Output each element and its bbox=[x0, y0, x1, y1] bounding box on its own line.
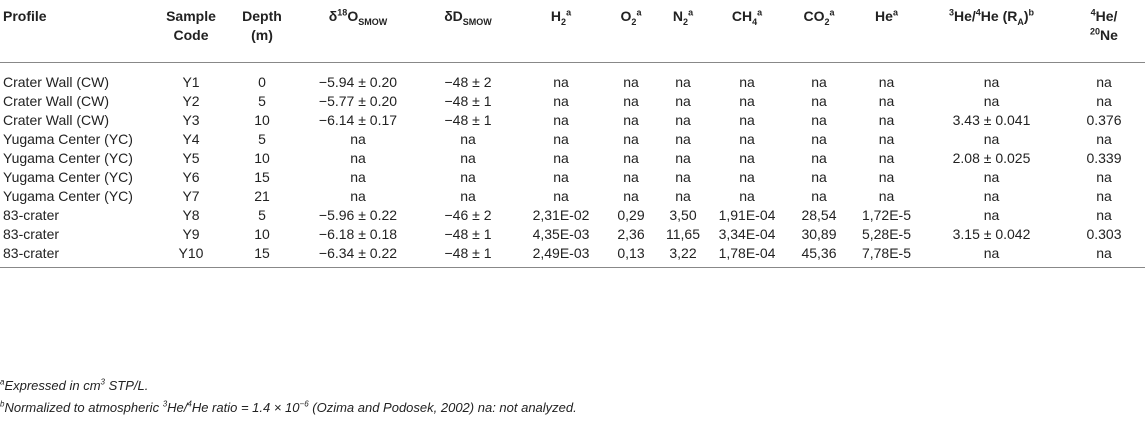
cell-ch4: na bbox=[739, 92, 755, 109]
cell-depth: 5 bbox=[258, 130, 266, 147]
cell-depth: 15 bbox=[254, 168, 270, 185]
cell-d18o: na bbox=[350, 149, 366, 166]
col-header-d18o: $\delta^{18}O_{SMOW}$ bbox=[297, 0, 419, 62]
cell-n2: na bbox=[675, 168, 691, 185]
cell-n2: na bbox=[675, 111, 691, 128]
cell-profile: Crater Wall (CW) bbox=[3, 73, 110, 90]
cell-ch4: na bbox=[739, 149, 755, 166]
cell-d18o: −6.34 ± 0.22 bbox=[297, 244, 419, 268]
table-row bbox=[0, 187, 1145, 206]
cell-he: na bbox=[878, 149, 895, 166]
col-header-he-ratio: $^3$He/$^4$He $(R_A)^b$ bbox=[920, 0, 1063, 62]
cell-he-ratio: na bbox=[983, 206, 1000, 223]
cell-o2: na bbox=[623, 187, 639, 204]
col-header-h2: $H_2^a$ bbox=[517, 0, 605, 62]
cell-depth: 10 bbox=[254, 225, 270, 242]
cell-o2: 0,13 bbox=[605, 244, 657, 268]
cell-dd: −48 ± 1 bbox=[444, 225, 492, 242]
cell-o2: na bbox=[623, 149, 639, 166]
cell-n2: na bbox=[675, 73, 691, 90]
table-row bbox=[0, 244, 1145, 268]
cell-d18o: −5.96 ± 0.22 bbox=[318, 206, 398, 223]
cell-he-ne: na bbox=[1063, 244, 1145, 268]
table-row bbox=[0, 206, 1145, 225]
cell-profile: Crater Wall (CW) bbox=[3, 111, 110, 128]
cell-he: 7,78E-5 bbox=[853, 244, 920, 268]
cell-profile: Yugama Center (YC) bbox=[3, 187, 133, 204]
cell-co2: na bbox=[811, 111, 827, 128]
footnote-a: $^a$Expressed in $cm^3$ STP/L. bbox=[0, 377, 149, 393]
cell-ch4: na bbox=[739, 111, 755, 128]
cell-sample-code: Y4 bbox=[182, 130, 200, 147]
cell-ch4: 1,78E-04 bbox=[709, 244, 785, 268]
col-header-o2: $O_2^a$ bbox=[605, 0, 657, 62]
table-row bbox=[0, 111, 1145, 130]
cell-he-ne: na bbox=[1096, 92, 1112, 109]
cell-profile: Yugama Center (YC) bbox=[3, 168, 133, 185]
cell-he-ratio: 2.08 ± 0.025 bbox=[952, 149, 1031, 166]
cell-d18o: −5.94 ± 0.20 bbox=[318, 73, 398, 90]
cell-sample-code: Y6 bbox=[182, 168, 200, 185]
cell-he-ratio: na bbox=[920, 244, 1063, 268]
cell-depth: 21 bbox=[254, 187, 270, 204]
cell-he: na bbox=[878, 187, 895, 204]
cell-he-ratio: 3.43 ± 0.041 bbox=[952, 111, 1031, 128]
col-header-he: He$^a$ bbox=[853, 0, 920, 62]
table-row bbox=[0, 92, 1145, 111]
cell-dd: −46 ± 2 bbox=[444, 206, 492, 223]
cell-co2: na bbox=[811, 149, 827, 166]
cell-depth: 10 bbox=[254, 149, 270, 166]
table-row bbox=[0, 225, 1145, 244]
cell-h2: na bbox=[553, 149, 569, 166]
header-row bbox=[0, 0, 1145, 62]
cell-h2: na bbox=[553, 187, 569, 204]
cell-co2: na bbox=[811, 73, 827, 90]
cell-dd: na bbox=[460, 168, 476, 185]
table-row bbox=[0, 62, 1145, 92]
cell-o2: na bbox=[623, 73, 639, 90]
cell-he-ratio: na bbox=[983, 130, 1000, 147]
cell-co2: na bbox=[811, 130, 827, 147]
cell-n2: na bbox=[675, 149, 691, 166]
cell-h2: na bbox=[553, 92, 569, 109]
cell-sample-code: Y9 bbox=[182, 225, 200, 242]
cell-dd: −48 ± 1 bbox=[444, 111, 492, 128]
cell-depth: 15 bbox=[227, 244, 297, 268]
cell-profile: Yugama Center (YC) bbox=[3, 149, 133, 166]
table-row bbox=[0, 130, 1145, 149]
cell-d18o: −5.77 ± 0.20 bbox=[318, 92, 398, 109]
cell-depth: 0 bbox=[258, 73, 266, 90]
cell-he-ne: na bbox=[1096, 187, 1112, 204]
cell-he: na bbox=[878, 73, 895, 90]
cell-n2: 11,65 bbox=[666, 225, 700, 242]
table-row bbox=[0, 149, 1145, 168]
cell-he: na bbox=[878, 130, 895, 147]
cell-d18o: na bbox=[350, 168, 366, 185]
cell-co2: 30,89 bbox=[801, 225, 837, 242]
cell-ch4: na bbox=[739, 130, 755, 147]
cell-o2: 0,29 bbox=[617, 206, 645, 223]
cell-co2: na bbox=[811, 92, 827, 109]
cell-he-ratio: 3.15 ± 0.042 bbox=[952, 225, 1031, 242]
cell-he-ratio: na bbox=[983, 73, 1000, 90]
cell-dd: −48 ± 1 bbox=[419, 244, 517, 268]
cell-he-ne: 0.303 bbox=[1086, 225, 1122, 242]
cell-sample-code: Y1 bbox=[182, 73, 200, 90]
cell-n2: 3,22 bbox=[657, 244, 709, 268]
col-header-depth: Depth (m) bbox=[227, 0, 297, 62]
footnote-b: $^b$Normalized to atmospheric $^3$He/$^4$He ratio = $1.4 \times 10^{-6}$ (Ozima and Podosek, 2002) na: not analyzed. bbox=[0, 399, 577, 415]
cell-d18o: na bbox=[350, 187, 366, 204]
cell-depth: 5 bbox=[258, 206, 266, 223]
col-header-n2: $N_2^a$ bbox=[657, 0, 709, 62]
cell-o2: na bbox=[623, 168, 639, 185]
cell-he: 1,72E-5 bbox=[861, 206, 912, 223]
cell-he: 5,28E-5 bbox=[861, 225, 912, 242]
cell-ch4: na bbox=[739, 187, 755, 204]
col-header-dd: $\delta D_{SMOW}$ bbox=[419, 0, 517, 62]
cell-co2: na bbox=[811, 187, 827, 204]
cell-o2: 2,36 bbox=[617, 225, 645, 242]
cell-he-ne: na bbox=[1096, 73, 1112, 90]
cell-h2: 2,31E-02 bbox=[532, 206, 590, 223]
cell-d18o: −6.14 ± 0.17 bbox=[318, 111, 398, 128]
cell-sample-code: Y8 bbox=[182, 206, 200, 223]
cell-he-ratio: na bbox=[983, 168, 1000, 185]
cell-dd: na bbox=[460, 149, 476, 166]
cell-he-ne: na bbox=[1096, 206, 1112, 223]
cell-profile: Crater Wall (CW) bbox=[3, 92, 110, 109]
cell-co2: 28,54 bbox=[801, 206, 837, 223]
cell-o2: na bbox=[623, 130, 639, 147]
cell-ch4: na bbox=[739, 168, 755, 185]
cell-h2: na bbox=[553, 130, 569, 147]
cell-d18o: −6.18 ± 0.18 bbox=[318, 225, 398, 242]
cell-dd: −48 ± 2 bbox=[444, 73, 492, 90]
cell-o2: na bbox=[623, 111, 639, 128]
col-header-co2: $CO_2^a$ bbox=[785, 0, 853, 62]
cell-sample-code: Y7 bbox=[182, 187, 200, 204]
cell-h2: 2,49E-03 bbox=[517, 244, 605, 268]
col-header-he-ne: $^4$He/ $^{20}$Ne bbox=[1063, 0, 1145, 62]
cell-profile: 83-crater bbox=[3, 206, 60, 223]
cell-n2: na bbox=[675, 187, 691, 204]
cell-h2: na bbox=[553, 168, 569, 185]
cell-dd: na bbox=[460, 130, 476, 147]
cell-dd: −48 ± 1 bbox=[444, 92, 492, 109]
cell-co2: 45,36 bbox=[785, 244, 853, 268]
cell-ch4: 3,34E-04 bbox=[718, 225, 776, 242]
cell-n2: na bbox=[675, 130, 691, 147]
cell-profile: 83-crater bbox=[3, 225, 60, 242]
cell-n2: 3,50 bbox=[669, 206, 697, 223]
cell-sample-code: Y2 bbox=[182, 92, 200, 109]
cell-ch4: na bbox=[739, 73, 755, 90]
col-header-profile: Profile bbox=[0, 0, 155, 62]
cell-depth: 5 bbox=[258, 92, 266, 109]
cell-profile: Yugama Center (YC) bbox=[3, 130, 133, 147]
cell-dd: na bbox=[460, 187, 476, 204]
cell-h2: na bbox=[553, 73, 569, 90]
cell-he-ne: na bbox=[1096, 130, 1112, 147]
cell-sample-code: Y3 bbox=[182, 111, 200, 128]
cell-he-ne: 0.376 bbox=[1086, 111, 1122, 128]
cell-sample-code: Y5 bbox=[182, 149, 200, 166]
cell-he-ratio: na bbox=[983, 92, 1000, 109]
cell-ch4: 1,91E-04 bbox=[718, 206, 776, 223]
col-header-ch4: $CH_4^a$ bbox=[709, 0, 785, 62]
cell-he-ne: na bbox=[1096, 168, 1112, 185]
cell-profile: 83-crater bbox=[0, 244, 155, 268]
cell-depth: 10 bbox=[254, 111, 270, 128]
cell-he: na bbox=[878, 111, 895, 128]
cell-he-ratio: na bbox=[983, 187, 1000, 204]
cell-o2: na bbox=[623, 92, 639, 109]
cell-h2: na bbox=[553, 111, 569, 128]
cell-co2: na bbox=[811, 168, 827, 185]
cell-n2: na bbox=[675, 92, 691, 109]
cell-he: na bbox=[878, 92, 895, 109]
cell-h2: 4,35E-03 bbox=[532, 225, 590, 242]
cell-sample-code: Y10 bbox=[155, 244, 227, 268]
cell-d18o: na bbox=[350, 130, 366, 147]
table-row bbox=[0, 168, 1145, 187]
col-header-sample-code: Sample Code bbox=[155, 0, 227, 62]
cell-he-ne: 0.339 bbox=[1086, 149, 1122, 166]
cell-he: na bbox=[878, 168, 895, 185]
